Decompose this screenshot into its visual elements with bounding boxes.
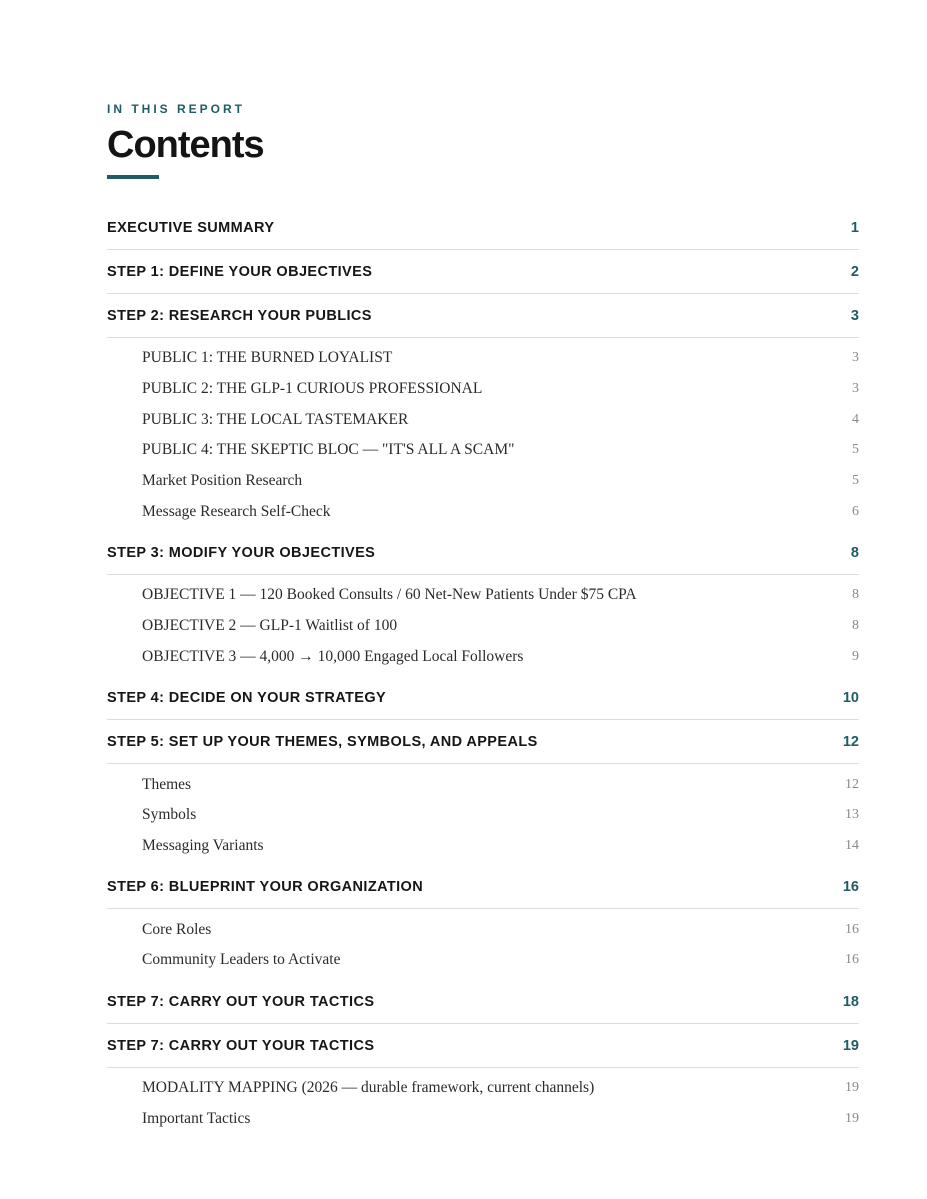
toc-section-label: STEP 5: SET UP YOUR THEMES, SYMBOLS, AND APPEALS xyxy=(107,734,538,751)
toc-subsection-list xyxy=(107,909,859,979)
toc-subsection-entry[interactable] xyxy=(107,831,859,862)
eyebrow-label: IN THIS REPORT xyxy=(107,102,246,116)
toc-subsection-page-number: 6 xyxy=(852,503,859,519)
toc-subsection-entry[interactable] xyxy=(107,914,859,945)
toc-subsection-page-number: 3 xyxy=(852,350,859,366)
toc-subsection-entry[interactable] xyxy=(107,769,859,800)
toc-section-entry[interactable] xyxy=(107,207,859,250)
toc-subsection-label: PUBLIC 4: THE SKEPTIC BLOC — "IT'S ALL A SCAM" xyxy=(142,441,515,459)
toc-subsection-page-number: 4 xyxy=(852,411,859,427)
toc-subsection-entry[interactable] xyxy=(107,404,859,435)
toc-section-label: STEP 2: RESEARCH YOUR PUBLICS xyxy=(107,308,372,324)
toc-section-entry[interactable] xyxy=(107,981,859,1024)
toc-subsection-label: PUBLIC 2: THE GLP-1 CURIOUS PROFESSIONAL xyxy=(142,380,483,398)
toc-subsection-label: Themes xyxy=(142,775,192,793)
toc-subsection-entry[interactable] xyxy=(107,580,859,611)
toc-subsection-label: OBJECTIVE 3 — 4,000 → 10,000 Engaged Local Followers xyxy=(142,647,524,665)
toc-subsection-label: PUBLIC 3: THE LOCAL TASTEMAKER xyxy=(142,410,409,428)
toc-subsection-page-number: 5 xyxy=(852,473,859,489)
toc-subsection-label: Symbols xyxy=(142,806,197,824)
toc-subsection-list xyxy=(107,575,859,676)
toc-section-label: STEP 7: CARRY OUT YOUR TACTICS xyxy=(107,1037,375,1054)
toc-subsection-entry[interactable] xyxy=(107,343,859,374)
toc-subsection-entry[interactable] xyxy=(107,642,859,673)
page-title: Contents xyxy=(107,124,264,166)
toc-subsection-page-number: 8 xyxy=(852,618,859,634)
toc-subsection-page-number: 14 xyxy=(845,837,859,853)
toc-subsection-entry[interactable] xyxy=(107,374,859,405)
toc-section-entry[interactable] xyxy=(107,532,859,575)
toc-subsection-entry[interactable] xyxy=(107,435,859,466)
toc-subsection-label: OBJECTIVE 1 — 120 Booked Consults / 60 Net-New Patients Under $75 CPA xyxy=(142,586,637,604)
title-accent-bar xyxy=(107,175,159,179)
toc-subsection-list xyxy=(107,1068,859,1138)
toc-section-entry[interactable] xyxy=(107,721,859,764)
toc-subsection-page-number: 19 xyxy=(845,1079,859,1095)
toc-subsection-page-number: 5 xyxy=(852,442,859,458)
toc-section-entry[interactable] xyxy=(107,677,859,720)
toc-section-entry[interactable] xyxy=(107,295,859,338)
toc-subsection-entry[interactable] xyxy=(107,1073,859,1104)
toc-section-label: STEP 7: CARRY OUT YOUR TACTICS xyxy=(107,993,375,1010)
toc-subsection-list xyxy=(107,764,859,865)
toc-subsection-label: Message Research Self-Check xyxy=(142,502,331,520)
toc-section-label: EXECUTIVE SUMMARY xyxy=(107,220,275,236)
toc-section-page-number: 16 xyxy=(842,879,859,896)
toc-subsection-page-number: 19 xyxy=(845,1110,859,1126)
toc-subsection-entry[interactable] xyxy=(107,611,859,642)
toc-subsection-page-number: 9 xyxy=(852,648,859,664)
toc-subsection-page-number: 12 xyxy=(845,776,859,792)
toc-section-label: STEP 1: DEFINE YOUR OBJECTIVES xyxy=(107,264,373,280)
toc-subsection-entry[interactable] xyxy=(107,945,859,976)
toc-section-page-number: 19 xyxy=(842,1037,859,1054)
table-of-contents xyxy=(107,206,859,1138)
toc-section-page-number: 18 xyxy=(842,993,859,1010)
toc-subsection-label: Market Position Research xyxy=(142,472,303,490)
toc-subsection-page-number: 13 xyxy=(845,807,859,823)
toc-subsection-list xyxy=(107,338,859,531)
toc-subsection-entry[interactable] xyxy=(107,466,859,497)
toc-subsection-label: OBJECTIVE 2 — GLP-1 Waitlist of 100 xyxy=(142,617,398,635)
toc-section-page-number: 1 xyxy=(850,220,859,236)
toc-section-page-number: 10 xyxy=(842,690,859,707)
toc-subsection-label: Important Tactics xyxy=(142,1109,251,1127)
toc-subsection-label: MODALITY MAPPING (2026 — durable framework, current channels) xyxy=(142,1078,595,1096)
toc-subsection-label: Core Roles xyxy=(142,920,212,938)
toc-subsection-page-number: 3 xyxy=(852,381,859,397)
toc-subsection-label: Messaging Variants xyxy=(142,836,264,854)
toc-subsection-entry[interactable] xyxy=(107,800,859,831)
toc-subsection-label: PUBLIC 1: THE BURNED LOYALIST xyxy=(142,349,393,367)
toc-section-page-number: 8 xyxy=(850,545,859,562)
toc-section-entry[interactable] xyxy=(107,1025,859,1068)
toc-section-page-number: 12 xyxy=(842,734,859,751)
toc-subsection-label: Community Leaders to Activate xyxy=(142,951,341,969)
toc-subsection-page-number: 8 xyxy=(852,587,859,603)
toc-subsection-page-number: 16 xyxy=(845,952,859,968)
toc-section-entry[interactable] xyxy=(107,251,859,294)
toc-subsection-page-number: 16 xyxy=(845,921,859,937)
contents-header xyxy=(107,101,859,179)
toc-section-label: STEP 3: MODIFY YOUR OBJECTIVES xyxy=(107,545,376,562)
toc-section-label: STEP 4: DECIDE ON YOUR STRATEGY xyxy=(107,690,387,707)
toc-subsection-entry[interactable] xyxy=(107,1103,859,1134)
toc-section-entry[interactable] xyxy=(107,866,859,909)
toc-section-page-number: 2 xyxy=(850,264,859,280)
toc-section-label: STEP 6: BLUEPRINT YOUR ORGANIZATION xyxy=(107,879,424,896)
toc-section-page-number: 3 xyxy=(850,308,859,324)
toc-subsection-entry[interactable] xyxy=(107,496,859,527)
